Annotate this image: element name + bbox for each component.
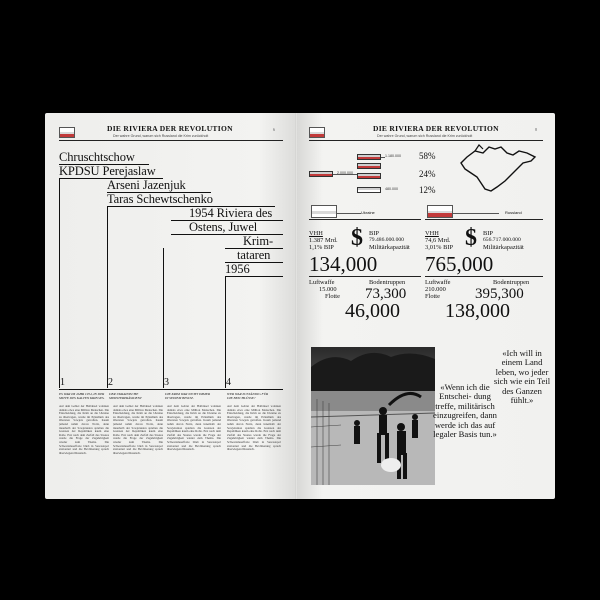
magazine-spread: [45, 113, 555, 499]
population-bar: [309, 171, 333, 177]
russia-vhh-value: 74,6 Mrd.: [425, 237, 451, 244]
russia-air-value: 210.000: [425, 286, 446, 293]
ukraine-fleet-value: 46,000: [345, 300, 400, 322]
section-rule: [425, 219, 543, 220]
russia-ground-value: 395,300: [475, 286, 524, 302]
left-header-subtitle: Der wahre Grund, warum sich Russland die Krim zurückholt: [113, 134, 209, 138]
column-number: 3: [164, 377, 169, 388]
connector-line: [453, 213, 499, 214]
ukraine-mil-label: Militärkapazität: [369, 244, 410, 251]
name-line: Chruschtschow: [59, 150, 135, 164]
country-name-russia: Russland: [505, 210, 522, 215]
flag-icon: [59, 127, 75, 138]
russia-vhh-label: VHH: [425, 230, 439, 237]
flag-icon: [309, 127, 325, 138]
section-rule: [425, 276, 543, 277]
ukraine-vhh-label: VHH: [309, 230, 323, 237]
column-guide: [59, 178, 60, 388]
russia-flag-icon: [427, 205, 453, 218]
section-rule: [309, 276, 421, 277]
bar-label: 2.000.000: [337, 171, 353, 175]
russia-ground-label: Bodentruppen: [493, 279, 530, 286]
column-base-rule: [59, 389, 283, 390]
section-rule: [309, 219, 421, 220]
column-number: 2: [108, 377, 113, 388]
ukraine-ground-value: 73,300: [365, 286, 407, 302]
country-name-ukraine: Ukraine: [361, 210, 375, 215]
quote-left: «Wenn ich die Entschei- dung treffe, militärisch einzugreifen, dann werde ich das auf legaler Basis tun.»: [433, 382, 497, 440]
name-line: 1956: [225, 262, 250, 276]
ukraine-flag-icon: [311, 205, 337, 218]
body-column: Auf dem Gebiet der Halbinsel wohnten damals etwa eine Million Menschen. Die Entscheidung, die Krim an die Ukraine zu übertragen, wurde im Präsidium des Obersten Sowjets getroffen. Kaum jemand nahm davon Notiz, denn innerhalb der Sowjetunion spielten die Grenzen der Republiken kaum eine Rolle. Erst nach dem Zerfall des Staates wurde die Frage der Zugehörigkeit wieder zum Thema. Die Schwarzmeerflotte blieb in Sewastopol stationiert und die Bevölkerung sprach überwiegend Russisch.: [227, 405, 281, 452]
russia-bip-label: BIP: [483, 230, 493, 237]
russia-bip-value: 656.717.000.000: [483, 237, 521, 243]
right-header-title: DIE RIVIERA DER REVOLUTION: [373, 124, 499, 133]
left-header-title: DIE RIVIERA DER REVOLUTION: [107, 124, 233, 133]
population-bar: [357, 154, 381, 160]
body-column: Auf dem Gebiet der Halbinsel wohnten damals etwa eine Million Menschen. Die Entscheidung, die Krim an die Ukraine zu übertragen, wurde im Präsidium des Obersten Sowjets getroffen. Kaum jemand nahm davon Notiz, denn innerhalb der Sowjetunion spielten die Grenzen der Republiken kaum eine Rolle. Erst nach dem Zerfall des Staates wurde die Frage der Zugehörigkeit wieder zum Thema. Die Schwarzmeerflotte blieb in Sewastopol stationiert und die Bevölkerung sprach überwiegend Russisch.: [113, 405, 163, 455]
underline: [225, 276, 283, 277]
ukraine-fleet-label: Flotte: [325, 293, 340, 300]
russia-mil-label: Militärkapazität: [483, 244, 524, 251]
column-heading: WER WAR ZUSTÄNDIG FÜR DIE BESCHLÜSSE?: [227, 392, 269, 401]
connector-line: [381, 157, 385, 158]
population-bar: [357, 187, 381, 193]
russia-fleet-label: Flotte: [425, 293, 440, 300]
ukraine-bip-share: 1,1% BIP: [309, 244, 334, 251]
column-guide: [163, 248, 164, 388]
name-line: KPDSU Perejaslaw: [59, 164, 156, 178]
crimea-map-icon: [457, 143, 539, 195]
russia-air-label: Luftwaffe: [425, 279, 451, 286]
ukraine-air-label: Luftwaffe: [309, 279, 335, 286]
ukraine-vhh-value: 1.387 Mrd.: [309, 237, 338, 244]
right-header-subtitle: Der wahre Grund, warum sich Russland die Krim zurückholt: [377, 134, 473, 138]
russia-mil-value: 765,000: [425, 252, 494, 276]
connector-line: [333, 174, 357, 175]
right-page: [297, 113, 555, 499]
right-page-number: 8: [535, 127, 537, 132]
name-line: 1954 Riviera des: [189, 206, 273, 220]
left-page-number: 6: [273, 127, 275, 132]
column-heading: DIE KRIM WAR NICHT IMMER IN SEINEM BESITZ.: [165, 392, 210, 401]
bar-percentage: 24%: [419, 169, 436, 179]
dollar-icon: $: [351, 225, 363, 251]
column-guide: [107, 206, 108, 388]
ukraine-ground-label: Bodentruppen: [369, 279, 406, 286]
russia-bip-share: 3,01% BIP: [425, 244, 454, 251]
body-column: Auf dem Gebiet der Halbinsel wohnten damals etwa eine Million Menschen. Die Entscheidung, die Krim an die Ukraine zu übertragen, wurde im Präsidium des Obersten Sowjets getroffen. Kaum jemand nahm davon Notiz, denn innerhalb der Sowjetunion spielten die Grenzen der Republiken kaum eine Rolle. Erst nach dem Zerfall des Staates wurde die Frage der Zugehörigkeit wieder zum Thema. Die Schwarzmeerflotte blieb in Sewastopol stationiert und die Bevölkerung sprach überwiegend Russisch.: [59, 405, 109, 455]
name-line: tataren: [237, 248, 271, 262]
ukraine-bip-value: 79.486.000.000: [369, 237, 404, 243]
body-column: Auf dem Gebiet der Halbinsel wohnten damals etwa eine Million Menschen. Die Entscheidung, die Krim an die Ukraine zu übertragen, wurde im Präsidium des Obersten Sowjets getroffen. Kaum jemand nahm davon Notiz, denn innerhalb der Sowjetunion spielten die Grenzen der Republiken kaum eine Rolle. Erst nach dem Zerfall des Staates wurde die Frage der Zugehörigkeit wieder zum Thema. Die Schwarzmeerflotte blieb in Sewastopol stationiert und die Bevölkerung sprach überwiegend Russisch.: [167, 405, 221, 452]
bar-percentage: 12%: [419, 185, 436, 195]
name-line: Taras Schewtschenko: [107, 192, 213, 206]
ukraine-air-value: 15.000: [319, 286, 337, 293]
header-rule: [309, 140, 543, 141]
name-line: Krim-: [243, 234, 274, 248]
archive-photo: [311, 347, 435, 485]
bar-percentage: 58%: [419, 151, 436, 161]
connector-line: [337, 213, 361, 214]
name-line: Ostens, Juwel: [189, 220, 258, 234]
column-number: 4: [226, 377, 231, 388]
quote-right: «Ich will in einem Land leben, wo jeder sich wie ein Teil des Ganzen fühlt.»: [493, 348, 551, 406]
name-line: Arseni Jazenjuk: [107, 178, 186, 192]
population-bar: [357, 173, 381, 179]
ukraine-mil-value: 134,000: [309, 252, 378, 276]
column-heading: DER UKRAINISCHE MINISTERPRÄSIDENT: [109, 392, 142, 401]
header-rule: [59, 140, 283, 141]
left-page: [45, 113, 297, 499]
column-number: 1: [60, 377, 65, 388]
column-guide: [225, 276, 226, 388]
russia-fleet-value: 138,000: [445, 300, 510, 322]
column-heading: ES WAR IM JAHR 1954, IN DER MITTE DES KALTEN KRIEGES.: [59, 392, 105, 401]
dollar-icon: $: [465, 225, 477, 251]
ukraine-bip-label: BIP: [369, 230, 379, 237]
bar-label: 1.180.000: [385, 154, 401, 158]
population-bar: [357, 163, 381, 169]
bar-label: 480.000: [385, 187, 398, 191]
